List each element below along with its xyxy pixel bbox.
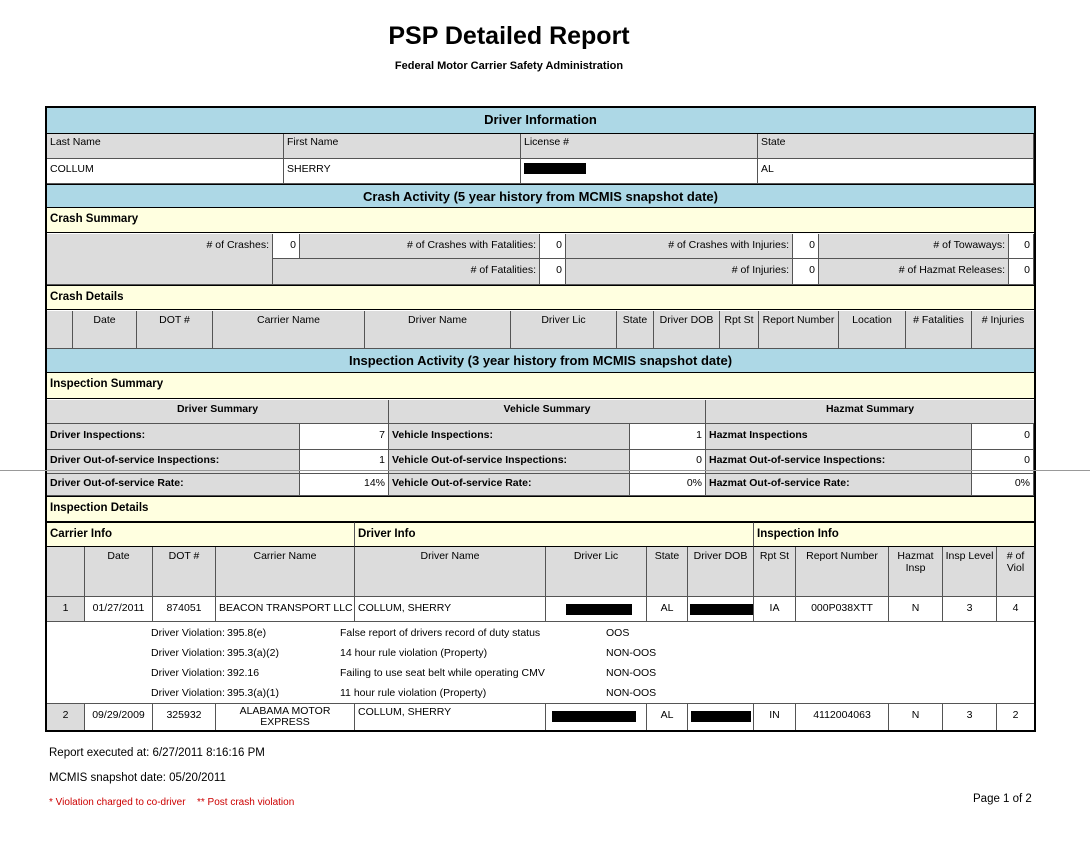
crashes-value: 0 [273,234,300,259]
crash-col-state: State [617,311,654,349]
report-title: PSP Detailed Report [388,22,630,50]
injury-crashes-label: # of Crashes with Injuries: [566,234,793,259]
viol3-status: NON-OOS [606,667,657,679]
viol3-code: 392.16 [227,667,260,679]
crash-details-title: Crash Details [47,285,1034,310]
injuries-label: # of Injuries: [566,259,793,285]
crashes-label: # of Crashes: [47,234,273,285]
row1-date: 01/27/2011 [85,597,153,622]
vehicle-inspections-label: Vehicle Inspections: [389,424,630,450]
page-number: Page 1 of 2 [973,793,1032,805]
insp-col-hazmat: Hazmat Insp [889,547,943,597]
violations-block [47,622,1034,704]
driver-oos-label: Driver Out-of-service Inspections: [47,450,300,474]
crash-summary-title: Crash Summary [47,208,1034,233]
vehicle-rate-value: 0% [630,474,706,496]
viol2-desc: 14 hour rule violation (Property) [340,647,488,659]
hazmat-rate-label: Hazmat Out-of-service Rate: [706,474,972,496]
viol2-status: NON-OOS [606,647,657,659]
insp-col-level: Insp Level [943,547,997,597]
row1-hazmat: N [889,597,943,622]
crash-col-lic: Driver Lic [511,311,617,349]
last-name-value: COLLUM [47,159,284,184]
row1-state: AL [647,597,688,622]
hazmat-oos-label: Hazmat Out-of-service Inspections: [706,450,972,474]
driver-rate-value: 14% [300,474,389,496]
first-name-label: First Name [284,134,521,159]
row1-dob [688,597,754,622]
insp-col-lic: Driver Lic [546,547,647,597]
hazmat-summary-header: Hazmat Summary [706,400,1034,424]
license-value [521,159,758,184]
license-label: License # [521,134,758,159]
driver-summary-header: Driver Summary [47,400,389,424]
co-driver-note: * Violation charged to co-driver [49,797,186,808]
insp-col-state: State [647,547,688,597]
driver-oos-value: 1 [300,450,389,474]
viol3-desc: Failing to use seat belt while operating CMV [340,667,545,679]
row2-rpt-st: IN [754,704,796,730]
crash-col-carrier: Carrier Name [213,311,365,349]
viol1-status: OOS [606,627,630,639]
first-name-value: SHERRY [284,159,521,184]
driver-inspections-label: Driver Inspections: [47,424,300,450]
row2-level: 3 [943,704,997,730]
hazmat-inspections-label: Hazmat Inspections [706,424,972,450]
row2-dot: 325932 [153,704,216,730]
injuries-value: 0 [793,259,819,285]
inspection-summary-title: Inspection Summary [47,373,1034,399]
report-frame [45,106,1036,732]
row1-report: 000P038XTT [796,597,889,622]
report-executed: Report executed at: 6/27/2011 8:16:16 PM [49,747,265,759]
viol1-label: Driver Violation: [151,627,225,639]
driver-inspections-value: 7 [300,424,389,450]
viol3-label: Driver Violation: [151,667,225,679]
injury-crashes-value: 0 [793,234,819,259]
fatalities-value: 0 [540,259,566,285]
crash-col-date: Date [73,311,137,349]
insp-col-date: Date [85,547,153,597]
crash-col-dob: Driver DOB [654,311,720,349]
crash-col-driver: Driver Name [365,311,511,349]
insp-col-viol: # of Viol [997,547,1034,597]
viol2-code: 395.3(a)(2) [227,647,279,659]
insp-col-driver: Driver Name [355,547,546,597]
driver-information-band: Driver Information [47,108,1034,134]
inspection-activity-band: Inspection Activity (3 year history from MCMIS snapshot date) [47,349,1034,373]
row2-report: 4112004063 [796,704,889,730]
crash-col-report: Report Number [759,311,839,349]
vehicle-oos-value: 0 [630,450,706,474]
row1-rpt-st: IA [754,597,796,622]
row2-driver: COLLUM, SHERRY [355,704,546,730]
viol2-label: Driver Violation: [151,647,225,659]
row2-carrier: ALABAMA MOTOR EXPRESS [216,704,355,730]
viol4-code: 395.3(a)(1) [227,687,279,699]
row2-dob-redaction [691,711,751,722]
hazmat-releases-label: # of Hazmat Releases: [819,259,1009,285]
viol4-label: Driver Violation: [151,687,225,699]
hazmat-rate-value: 0% [972,474,1034,496]
viol4-status: NON-OOS [606,687,657,699]
crash-col-dot: DOT # [137,311,213,349]
crash-col-fatalities: # Fatalities [906,311,972,349]
state-value: AL [758,159,1034,184]
row1-lic [546,597,647,622]
vehicle-oos-label: Vehicle Out-of-service Inspections: [389,450,630,474]
hazmat-releases-value: 0 [1009,259,1034,285]
row1-driver: COLLUM, SHERRY [355,597,546,622]
vehicle-summary-header: Vehicle Summary [389,400,706,424]
driver-rate-label: Driver Out-of-service Rate: [47,474,300,496]
vehicle-rate-label: Vehicle Out-of-service Rate: [389,474,630,496]
insp-col-report: Report Number [796,547,889,597]
vehicle-inspections-value: 1 [630,424,706,450]
crash-col-rpt-st: Rpt St [720,311,759,349]
hazmat-inspections-value: 0 [972,424,1034,450]
towaways-label: # of Towaways: [819,234,1009,259]
row2-state: AL [647,704,688,730]
row1-dob-redaction [690,604,753,615]
hazmat-oos-value: 0 [972,450,1034,474]
row1-num: 1 [47,597,85,622]
row2-lic-redaction [552,711,636,722]
last-name-label: Last Name [47,134,284,159]
row2-dob [688,704,754,730]
crash-col-location: Location [839,311,906,349]
row1-carrier: BEACON TRANSPORT LLC [216,597,355,622]
snapshot-date: MCMIS snapshot date: 05/20/2011 [49,772,226,784]
insp-col-dob: Driver DOB [688,547,754,597]
insp-col-blank [47,547,85,597]
crash-col-injuries: # Injuries [972,311,1034,349]
row2-num: 2 [47,704,85,730]
viol1-code: 395.8(e) [227,627,267,639]
fatal-crashes-label: # of Crashes with Fatalities: [300,234,540,259]
towaways-value: 0 [1009,234,1034,259]
row1-level: 3 [943,597,997,622]
row2-date: 09/29/2009 [85,704,153,730]
insp-col-rpt-st: Rpt St [754,547,796,597]
viol1-desc: False report of drivers record of duty status [340,627,541,639]
state-label: State [758,134,1034,159]
fatalities-label: # of Fatalities: [273,259,540,285]
insp-col-carrier: Carrier Name [216,547,355,597]
driver-info-header: Driver Info [355,522,754,547]
row1-viol: 4 [997,597,1034,622]
crash-activity-band: Crash Activity (5 year history from MCMIS snapshot date) [47,184,1034,208]
row1-lic-redaction [566,604,632,615]
carrier-info-header: Carrier Info [47,522,355,547]
license-redaction [524,163,586,174]
report-subtitle: Federal Motor Carrier Safety Administration [394,60,624,72]
row2-hazmat: N [889,704,943,730]
viol4-desc: 11 hour rule violation (Property) [340,687,487,699]
crash-col-blank [47,311,73,349]
inspection-info-header: Inspection Info [754,522,1034,547]
fatal-crashes-value: 0 [540,234,566,259]
inspection-details-title: Inspection Details [47,496,1034,522]
post-crash-note: ** Post crash violation [197,797,295,808]
insp-col-dot: DOT # [153,547,216,597]
page-fold-line [0,470,1090,471]
row1-dot: 874051 [153,597,216,622]
row2-lic [546,704,647,730]
row2-viol: 2 [997,704,1034,730]
